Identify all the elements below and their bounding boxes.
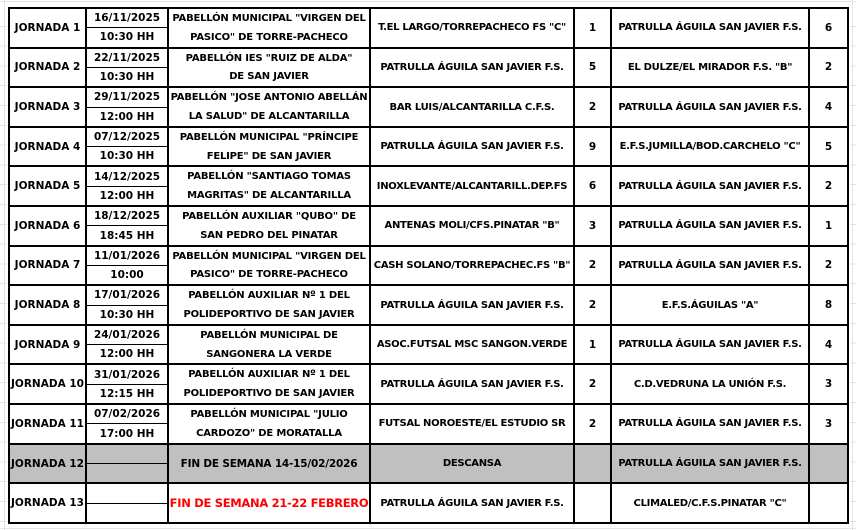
away-score: 4 [824, 101, 833, 114]
home-team-cell [371, 484, 575, 522]
away-team-cell [612, 484, 810, 522]
jornada-cell [10, 405, 87, 443]
home-score: 2 [588, 101, 597, 114]
date-cell [87, 247, 169, 285]
venue-cell [169, 445, 371, 483]
table-row [10, 286, 847, 326]
venue-note: FIN DE SEMANA 21-22 FEBRERO [169, 496, 369, 511]
away-team-cell [612, 365, 810, 403]
away-score: 5 [824, 140, 833, 153]
away-team-cell [612, 167, 810, 205]
date-cell [87, 49, 169, 87]
away-score-cell [810, 484, 847, 522]
match-date: 18/12/2025 [87, 207, 167, 226]
home-score-cell [575, 167, 612, 205]
jornada-label: JORNADA 11 [11, 417, 84, 430]
venue-cell [169, 405, 371, 443]
jornada-cell [10, 88, 87, 126]
away-score: 2 [824, 180, 833, 193]
jornada-label: JORNADA 2 [14, 61, 81, 74]
match-date: 11/01/2026 [87, 247, 167, 266]
away-score: 6 [824, 21, 833, 34]
home-team-cell [371, 9, 575, 47]
jornada-cell [10, 128, 87, 166]
venue-cell [169, 49, 371, 87]
home-score-cell [575, 286, 612, 324]
gridline-ticks-right [850, 7, 856, 524]
venue-cell [169, 326, 371, 364]
home-score: 2 [588, 259, 597, 272]
date-cell [87, 128, 169, 166]
home-team-name: INOXLEVANTE/ALCANTARILL.DEP.FS [376, 180, 568, 192]
home-score-cell [575, 207, 612, 245]
home-team-name: ASOC.FUTSAL MSC SANGON.VERDE [376, 339, 568, 351]
match-time: 10:30 HH [99, 71, 155, 84]
away-team-cell [612, 207, 810, 245]
match-time: 12:00 HH [99, 348, 155, 361]
home-score: 2 [588, 299, 597, 312]
venue-line2: PASICO" DE TORRE-PACHECO [190, 31, 348, 43]
venue-line2: POLIDEPORTIVO DE SAN JAVIER [183, 308, 355, 320]
home-score-cell [575, 49, 612, 87]
jornada-label: JORNADA 12 [11, 457, 84, 470]
jornada-label: JORNADA 5 [14, 180, 81, 193]
match-date: 16/11/2025 [87, 9, 167, 28]
match-date: 24/01/2026 [87, 326, 167, 345]
away-score: 3 [824, 378, 833, 391]
home-team-cell [371, 405, 575, 443]
venue-line1: PABELLÓN MUNICIPAL "PRÍNCIPE [179, 131, 359, 143]
home-team-cell [371, 167, 575, 205]
home-score-cell [575, 128, 612, 166]
match-time: 12:15 HH [99, 387, 155, 400]
match-time [87, 464, 167, 482]
venue-line2: PASICO" DE TORRE-PACHECO [190, 269, 348, 281]
match-date: 29/11/2025 [87, 88, 167, 107]
home-team-cell [371, 445, 575, 483]
away-team-name: CLIMALED/C.F.S.PINATAR "C" [633, 497, 787, 509]
date-cell [87, 445, 169, 483]
home-score: 6 [588, 180, 597, 193]
jornada-cell [10, 445, 87, 483]
home-team-name: PATRULLA ÁGUILA SAN JAVIER F.S. [380, 141, 564, 153]
away-team-cell [612, 326, 810, 364]
table-row [10, 484, 847, 522]
jornada-label: JORNADA 10 [11, 378, 84, 391]
table-row [10, 207, 847, 247]
home-score: 2 [588, 417, 597, 430]
away-score-cell [810, 286, 847, 324]
table-row [10, 88, 847, 128]
home-team-cell [371, 365, 575, 403]
away-team-name: EL DULZE/EL MIRADOR F.S. "B" [627, 61, 793, 73]
table-row [10, 445, 847, 485]
away-score-cell [810, 445, 847, 483]
home-score: 5 [588, 61, 597, 74]
away-team-cell [612, 286, 810, 324]
jornada-label: JORNADA 7 [14, 259, 81, 272]
home-team-name: T.EL LARGO/TORREPACHECO FS "C" [378, 22, 566, 34]
home-score-cell [575, 405, 612, 443]
jornada-cell [10, 286, 87, 324]
home-score: 1 [588, 338, 597, 351]
venue-line2: SANGONERA LA VERDE [206, 348, 332, 360]
venue-cell [169, 365, 371, 403]
match-time: 17:00 HH [99, 427, 155, 440]
away-score-cell [810, 49, 847, 87]
away-score-cell [810, 88, 847, 126]
match-time: 10:00 [110, 269, 144, 282]
home-team-cell [371, 326, 575, 364]
match-date: 07/02/2026 [87, 405, 167, 424]
home-team-name: BAR LUIS/ALCANTARILLA C.F.S. [389, 101, 555, 113]
date-cell [87, 405, 169, 443]
venue-line1: PABELLÓN MUNICIPAL DE [200, 329, 338, 341]
match-time: 12:00 HH [99, 110, 155, 123]
away-team-cell [612, 128, 810, 166]
match-time: 12:00 HH [99, 189, 155, 202]
away-team-name: E.F.S.JUMILLA/BOD.CARCHELO "C" [619, 141, 801, 153]
match-date [87, 445, 167, 464]
venue-line2: POLIDEPORTIVO DE SAN JAVIER [183, 388, 355, 400]
home-score-cell [575, 445, 612, 483]
jornada-cell [10, 484, 87, 522]
home-team-name: ANTENAS MOLI/CFS.PINATAR "B" [384, 220, 560, 232]
home-team-cell [371, 207, 575, 245]
venue-line1: PABELLÓN MUNICIPAL "VIRGEN DEL [172, 250, 366, 262]
home-score-cell [575, 484, 612, 522]
date-cell [87, 326, 169, 364]
away-score-cell [810, 405, 847, 443]
match-time [87, 504, 167, 522]
away-score-cell [810, 247, 847, 285]
gridline-bottom [0, 528, 856, 529]
home-team-cell [371, 247, 575, 285]
home-team-cell [371, 286, 575, 324]
table-row [10, 9, 847, 49]
venue-line2: DE SAN JAVIER [229, 71, 309, 83]
venue-line2: MAGRITAS" DE ALCANTARILLA [187, 190, 351, 202]
away-score-cell [810, 207, 847, 245]
away-team-name: C.D.VEDRUNA LA UNIÓN F.S. [633, 378, 787, 390]
jornada-label: JORNADA 8 [14, 299, 81, 312]
away-team-name: PATRULLA ÁGUILA SAN JAVIER F.S. [618, 22, 802, 34]
gridline-top [0, 1, 856, 2]
venue-line1: PABELLÓN IES "RUIZ DE ALDA" [185, 52, 353, 64]
table-row [10, 326, 847, 366]
home-score-cell [575, 326, 612, 364]
jornada-cell [10, 207, 87, 245]
venue-line1: PABELLÓN "SANTIAGO TOMAS [187, 171, 351, 183]
home-score-cell [575, 365, 612, 403]
home-team-cell [371, 128, 575, 166]
date-cell [87, 167, 169, 205]
away-team-name: PATRULLA ÁGUILA SAN JAVIER F.S. [618, 339, 802, 351]
home-score-cell [575, 88, 612, 126]
date-cell [87, 286, 169, 324]
jornada-cell [10, 49, 87, 87]
home-team-name: CASH SOLANO/TORREPACHEC.FS "B" [373, 259, 571, 271]
jornada-cell [10, 9, 87, 47]
date-cell [87, 484, 169, 522]
table-row [10, 49, 847, 89]
home-score: 3 [588, 219, 597, 232]
away-score-cell [810, 365, 847, 403]
venue-cell [169, 207, 371, 245]
match-time: 10:30 HH [99, 308, 155, 321]
away-score: 3 [824, 417, 833, 430]
jornada-cell [10, 247, 87, 285]
table-row [10, 405, 847, 445]
jornada-label: JORNADA 3 [14, 101, 81, 114]
jornada-label: JORNADA 13 [11, 497, 84, 510]
venue-line1: PABELLÓN AUXILIAR Nº 1 DEL [188, 369, 350, 381]
home-team-name: PATRULLA ÁGUILA SAN JAVIER F.S. [380, 61, 564, 73]
date-cell [87, 9, 169, 47]
away-team-name: PATRULLA ÁGUILA SAN JAVIER F.S. [618, 101, 802, 113]
away-team-name: PATRULLA ÁGUILA SAN JAVIER F.S. [618, 418, 802, 430]
away-score: 4 [824, 338, 833, 351]
venue-cell [169, 167, 371, 205]
away-team-name: PATRULLA ÁGUILA SAN JAVIER F.S. [618, 220, 802, 232]
away-team-cell [612, 49, 810, 87]
venue-cell [169, 247, 371, 285]
venue-cell [169, 286, 371, 324]
away-team-name: PATRULLA ÁGUILA SAN JAVIER F.S. [618, 180, 802, 192]
home-team-name: PATRULLA ÁGUILA SAN JAVIER F.S. [380, 299, 564, 311]
match-time: 10:30 HH [99, 31, 155, 44]
home-score: 1 [588, 21, 597, 34]
away-score-cell [810, 128, 847, 166]
venue-cell [169, 484, 371, 522]
venue-line2: CARDOZO" DE MORATALLA [196, 427, 342, 439]
match-date: 31/01/2026 [87, 365, 167, 384]
date-cell [87, 88, 169, 126]
away-team-name: PATRULLA ÁGUILA SAN JAVIER F.S. [618, 259, 802, 271]
away-team-cell [612, 88, 810, 126]
home-score: 2 [588, 378, 597, 391]
match-time: 18:45 HH [99, 229, 155, 242]
venue-cell [169, 128, 371, 166]
jornada-cell [10, 365, 87, 403]
jornada-label: JORNADA 1 [14, 21, 81, 34]
venue-line1: PABELLÓN AUXILIAR "QUBO" DE [182, 210, 356, 222]
table-row [10, 365, 847, 405]
match-date: 07/12/2025 [87, 128, 167, 147]
home-team-name: PATRULLA ÁGUILA SAN JAVIER F.S. [380, 378, 564, 390]
away-score-cell [810, 9, 847, 47]
venue-line1: PABELLÓN MUNICIPAL "JULIO [190, 409, 348, 420]
gridline-ticks-left [0, 7, 7, 524]
jornada-label: JORNADA 4 [14, 140, 81, 153]
away-score-cell [810, 167, 847, 205]
away-score: 2 [824, 259, 833, 272]
away-score-cell [810, 326, 847, 364]
table-row [10, 128, 847, 168]
venue-line1: PABELLÓN MUNICIPAL "VIRGEN DEL [172, 12, 366, 24]
date-cell [87, 365, 169, 403]
away-team-cell [612, 247, 810, 285]
home-team-name: FUTSAL NOROESTE/EL ESTUDIO SR [378, 418, 566, 430]
away-team-cell [612, 445, 810, 483]
away-team-name: PATRULLA ÁGUILA SAN JAVIER F.S. [618, 458, 802, 469]
home-team-name: DESCANSA [442, 458, 502, 469]
home-score: 9 [588, 140, 597, 153]
match-date [87, 484, 167, 503]
venue-cell [169, 9, 371, 47]
match-date: 17/01/2026 [87, 286, 167, 305]
jornada-cell [10, 326, 87, 364]
away-score: 8 [824, 299, 833, 312]
schedule-table [8, 7, 849, 524]
match-date: 14/12/2025 [87, 167, 167, 186]
venue-line2: LA SALUD" DE ALCANTARILLA [188, 110, 350, 122]
match-time: 10:30 HH [99, 150, 155, 163]
home-score-cell [575, 9, 612, 47]
away-team-name: E.F.S.ÁGUILAS "A" [661, 299, 759, 311]
venue-line1: PABELLÓN "JOSE ANTONIO ABELLÁN [170, 92, 368, 104]
jornada-label: JORNADA 9 [14, 338, 81, 351]
home-team-name: PATRULLA ÁGUILA SAN JAVIER F.S. [380, 497, 564, 509]
away-team-cell [612, 9, 810, 47]
date-cell [87, 207, 169, 245]
venue-line2: FELIPE" DE SAN JAVIER [206, 150, 332, 162]
jornada-label: JORNADA 6 [14, 219, 81, 232]
venue-cell [169, 88, 371, 126]
home-score-cell [575, 247, 612, 285]
away-team-cell [612, 405, 810, 443]
table-row [10, 167, 847, 207]
away-score: 2 [824, 61, 833, 74]
venue-note: FIN DE SEMANA 14-15/02/2026 [180, 457, 358, 470]
jornada-cell [10, 167, 87, 205]
match-date: 22/11/2025 [87, 49, 167, 68]
venue-line2: SAN PEDRO DEL PINATAR [200, 229, 338, 241]
venue-line1: PABELLÓN AUXILIAR Nº 1 DEL [188, 290, 350, 302]
home-team-cell [371, 49, 575, 87]
table-row [10, 247, 847, 287]
away-score: 1 [824, 219, 833, 232]
home-team-cell [371, 88, 575, 126]
